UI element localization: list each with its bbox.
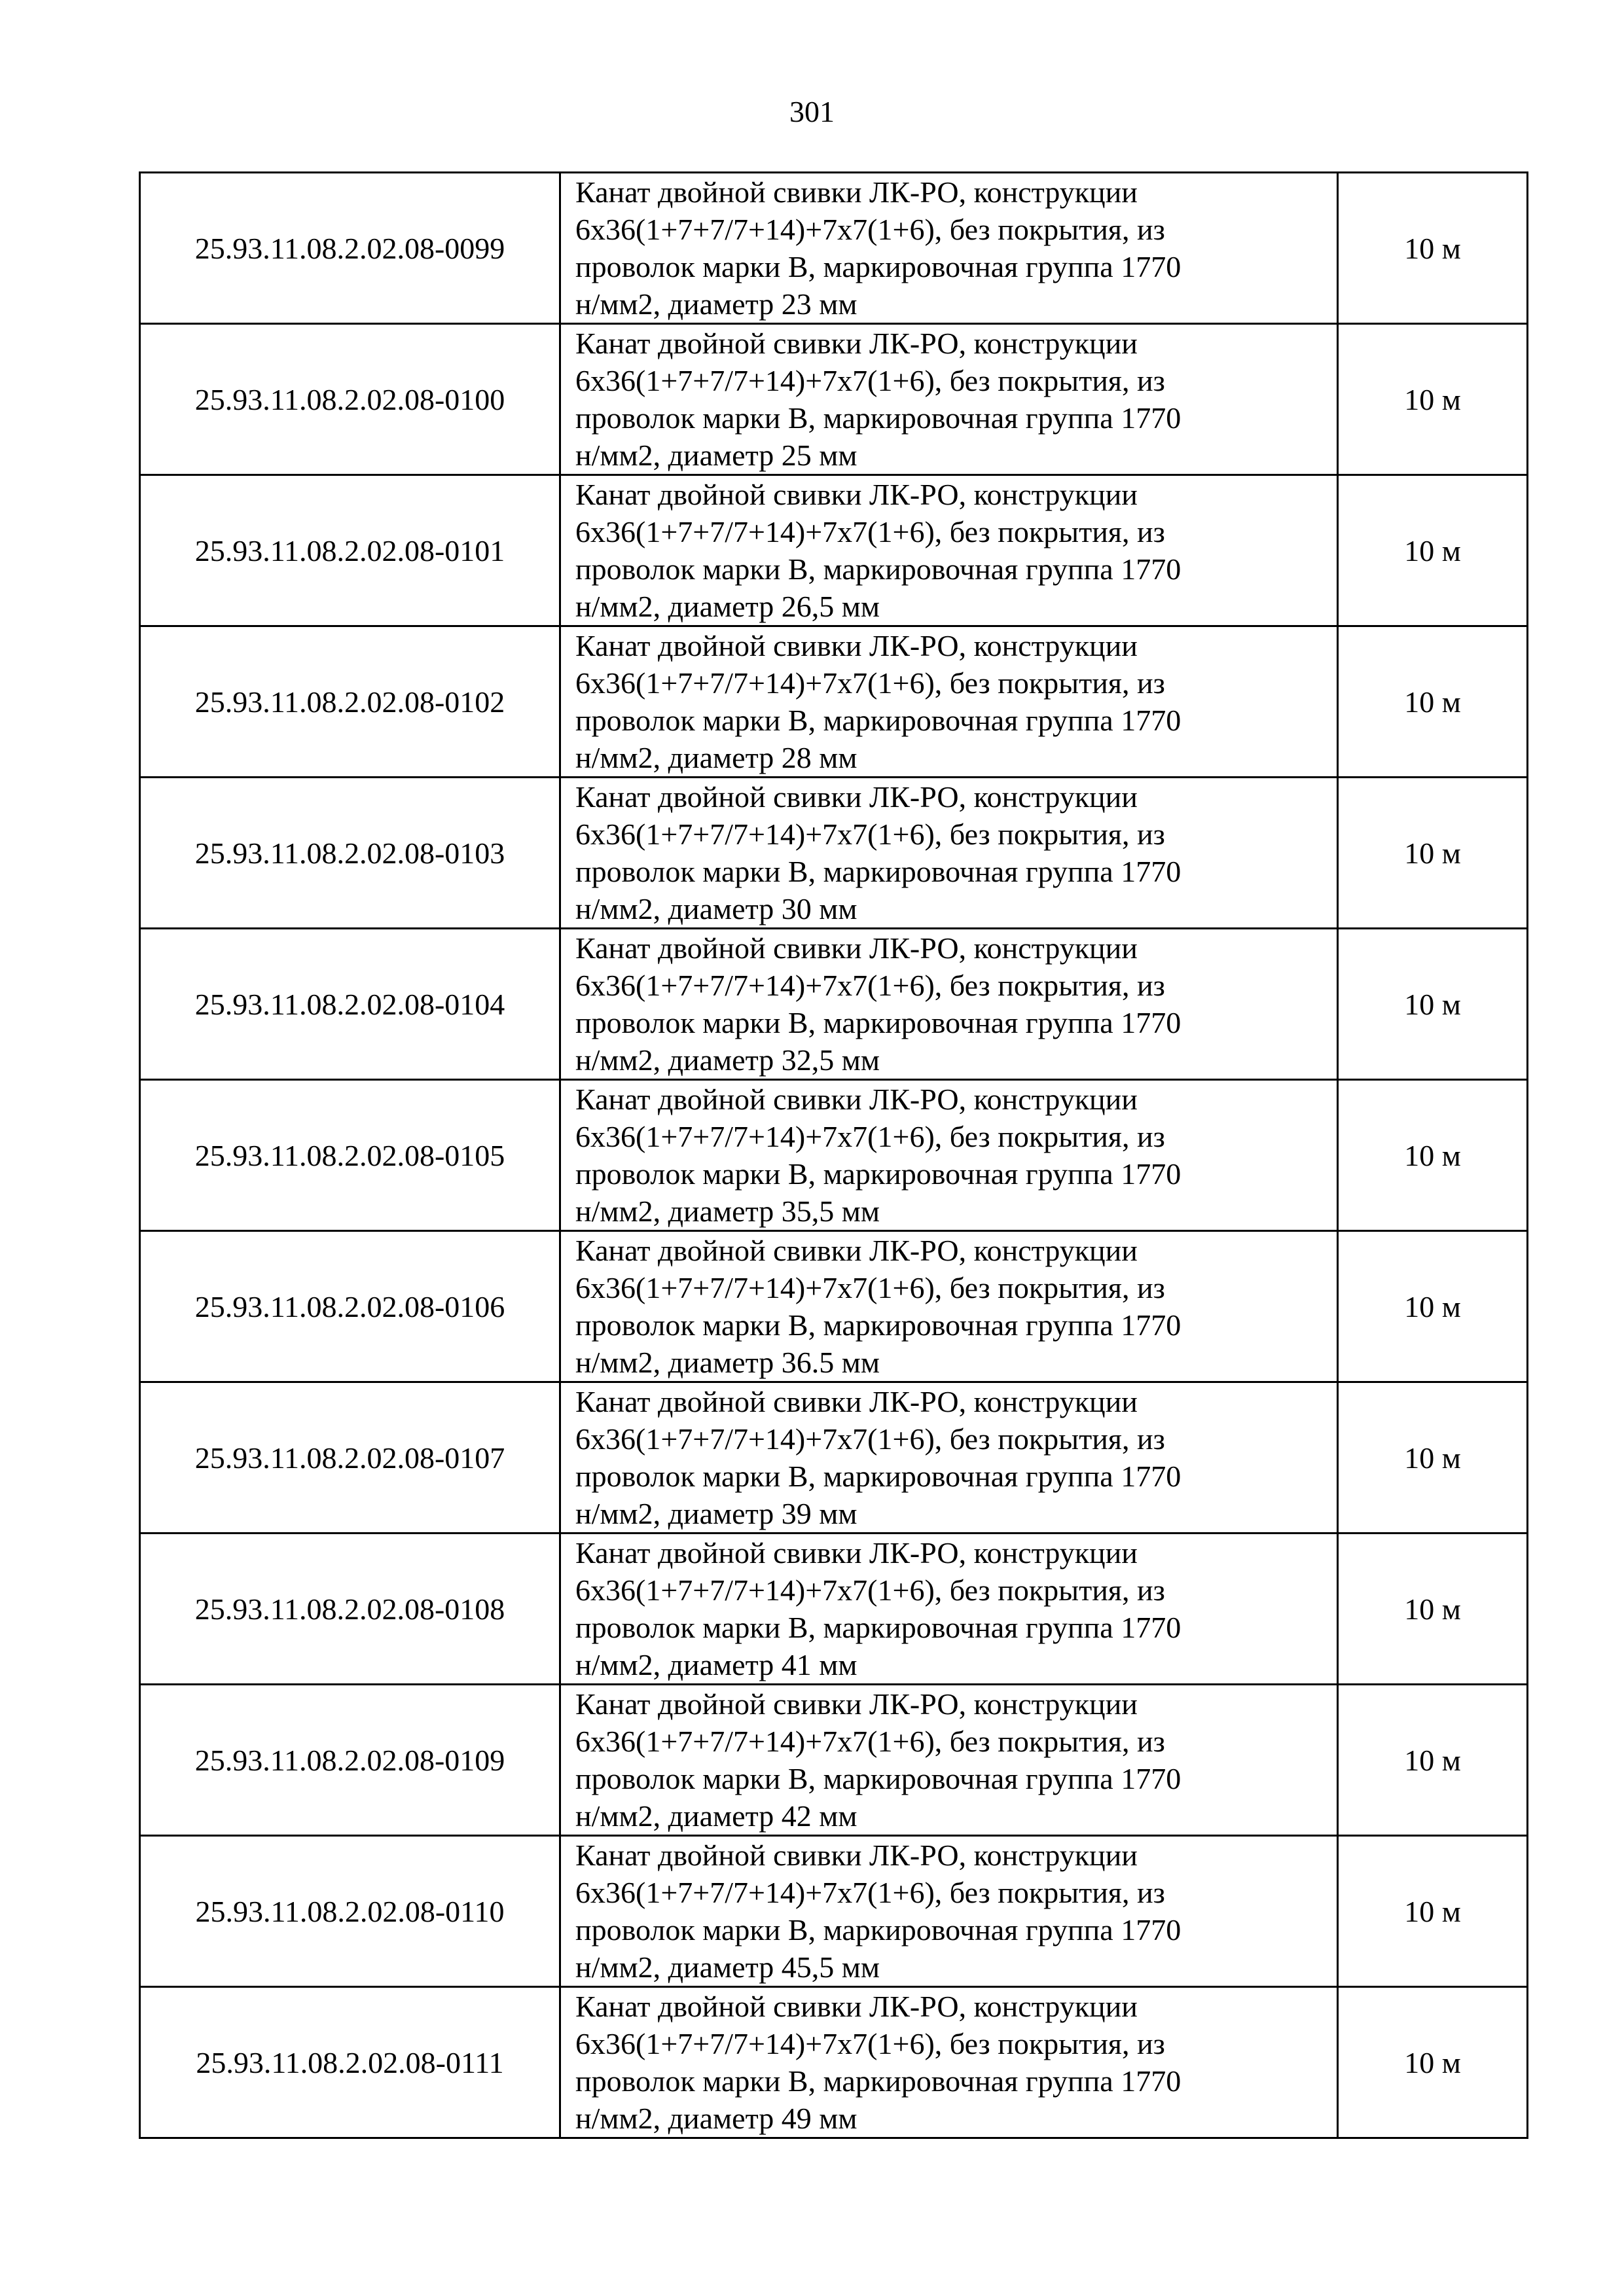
resource-description (560, 778, 1338, 929)
description-line: н/мм2, диаметр 36.5 мм (575, 1346, 880, 1379)
resource-unit: 10 м (1338, 626, 1528, 778)
resource-code: 25.93.11.08.2.02.08-0103 (140, 778, 560, 929)
table-body (140, 173, 1528, 2138)
resource-code: 25.93.11.08.2.02.08-0108 (140, 1534, 560, 1685)
resource-code: 25.93.11.08.2.02.08-0104 (140, 929, 560, 1080)
description-line: н/мм2, диаметр 39 мм (575, 1497, 857, 1530)
resource-unit: 10 м (1338, 778, 1528, 929)
description-line: Канат двойной свивки ЛК-РО, конструкции (575, 478, 1138, 511)
table-row (140, 1080, 1528, 1231)
description-line: н/мм2, диаметр 45,5 мм (575, 1950, 880, 1984)
resource-code: 25.93.11.08.2.02.08-0100 (140, 324, 560, 475)
resource-code: 25.93.11.08.2.02.08-0109 (140, 1685, 560, 1836)
resource-code: 25.93.11.08.2.02.08-0107 (140, 1382, 560, 1534)
resource-description (560, 1231, 1338, 1382)
table-row (140, 1685, 1528, 1836)
description-line: Канат двойной свивки ЛК-РО, конструкции (575, 1536, 1138, 1570)
resource-code: 25.93.11.08.2.02.08-0102 (140, 626, 560, 778)
description-line: проволок марки В, маркировочная группа 1770 (575, 1157, 1182, 1191)
table-row (140, 475, 1528, 626)
description-line: н/мм2, диаметр 49 мм (575, 2102, 857, 2135)
table-row (140, 1382, 1528, 1534)
resource-code: 25.93.11.08.2.02.08-0106 (140, 1231, 560, 1382)
description-line: н/мм2, диаметр 42 мм (575, 1799, 857, 1833)
description-line: н/мм2, диаметр 30 мм (575, 892, 857, 925)
resource-description (560, 1836, 1338, 1987)
table-row (140, 1836, 1528, 1987)
resource-table (139, 171, 1528, 2139)
description-line: 6х36(1+7+7/7+14)+7х7(1+6), без покрытия, из (575, 817, 1165, 851)
description-line: проволок марки В, маркировочная группа 1770 (575, 704, 1182, 737)
description-line: проволок марки В, маркировочная группа 1770 (575, 1913, 1182, 1946)
resource-unit: 10 м (1338, 1382, 1528, 1534)
table-row (140, 778, 1528, 929)
resource-description (560, 324, 1338, 475)
description-line: н/мм2, диаметр 25 мм (575, 439, 857, 472)
page-number: 301 (789, 95, 835, 128)
table-row (140, 324, 1528, 475)
resource-unit: 10 м (1338, 324, 1528, 475)
description-line: н/мм2, диаметр 32,5 мм (575, 1043, 880, 1077)
description-line: 6х36(1+7+7/7+14)+7х7(1+6), без покрытия, из (575, 1876, 1165, 1909)
description-line: 6х36(1+7+7/7+14)+7х7(1+6), без покрытия, из (575, 1573, 1165, 1607)
description-line: Канат двойной свивки ЛК-РО, конструкции (575, 931, 1138, 965)
resource-unit: 10 м (1338, 475, 1528, 626)
resource-description (560, 1382, 1338, 1534)
resource-code: 25.93.11.08.2.02.08-0105 (140, 1080, 560, 1231)
description-line: проволок марки В, маркировочная группа 1770 (575, 1460, 1182, 1493)
resource-code: 25.93.11.08.2.02.08-0111 (140, 1987, 560, 2138)
description-line: Канат двойной свивки ЛК-РО, конструкции (575, 780, 1138, 814)
description-line: Канат двойной свивки ЛК-РО, конструкции (575, 327, 1138, 360)
description-line: проволок марки В, маркировочная группа 1770 (575, 1611, 1182, 1644)
description-line: 6х36(1+7+7/7+14)+7х7(1+6), без покрытия, из (575, 213, 1165, 246)
description-line: Канат двойной свивки ЛК-РО, конструкции (575, 175, 1138, 209)
resource-description (560, 173, 1338, 324)
description-line: проволок марки В, маркировочная группа 1770 (575, 1308, 1182, 1342)
description-line: 6х36(1+7+7/7+14)+7х7(1+6), без покрытия, из (575, 1120, 1165, 1153)
description-line: проволок марки В, маркировочная группа 1770 (575, 552, 1182, 586)
resource-unit: 10 м (1338, 1080, 1528, 1231)
table-row (140, 1534, 1528, 1685)
description-line: н/мм2, диаметр 26,5 мм (575, 590, 880, 623)
description-line: проволок марки В, маркировочная группа 1770 (575, 2064, 1182, 2098)
description-line: 6х36(1+7+7/7+14)+7х7(1+6), без покрытия, из (575, 515, 1165, 548)
description-line: 6х36(1+7+7/7+14)+7х7(1+6), без покрытия, из (575, 2027, 1165, 2060)
description-line: н/мм2, диаметр 28 мм (575, 741, 857, 774)
description-line: Канат двойной свивки ЛК-РО, конструкции (575, 1687, 1138, 1721)
description-line: проволок марки В, маркировочная группа 1770 (575, 250, 1182, 283)
description-line: проволок марки В, маркировочная группа 1770 (575, 401, 1182, 435)
resource-code: 25.93.11.08.2.02.08-0110 (140, 1836, 560, 1987)
resource-description (560, 1534, 1338, 1685)
description-line: проволок марки В, маркировочная группа 1770 (575, 1006, 1182, 1039)
resource-unit: 10 м (1338, 1231, 1528, 1382)
resource-description (560, 1080, 1338, 1231)
table-row (140, 626, 1528, 778)
resource-description (560, 475, 1338, 626)
description-line: Канат двойной свивки ЛК-РО, конструкции (575, 1990, 1138, 2023)
description-line: 6х36(1+7+7/7+14)+7х7(1+6), без покрытия, из (575, 364, 1165, 397)
description-line: 6х36(1+7+7/7+14)+7х7(1+6), без покрытия, из (575, 1271, 1165, 1304)
description-line: н/мм2, диаметр 41 мм (575, 1648, 857, 1681)
resource-unit: 10 м (1338, 173, 1528, 324)
resource-description (560, 626, 1338, 778)
description-line: проволок марки В, маркировочная группа 1770 (575, 1762, 1182, 1795)
resource-code: 25.93.11.08.2.02.08-0101 (140, 475, 560, 626)
table-row (140, 1231, 1528, 1382)
description-line: 6х36(1+7+7/7+14)+7х7(1+6), без покрытия, из (575, 1422, 1165, 1456)
resource-unit: 10 м (1338, 1685, 1528, 1836)
resource-description (560, 1685, 1338, 1836)
description-line: проволок марки В, маркировочная группа 1770 (575, 855, 1182, 888)
resource-description (560, 1987, 1338, 2138)
description-line: Канат двойной свивки ЛК-РО, конструкции (575, 1385, 1138, 1418)
resource-description (560, 929, 1338, 1080)
resource-unit: 10 м (1338, 929, 1528, 1080)
description-line: Канат двойной свивки ЛК-РО, конструкции (575, 1083, 1138, 1116)
resource-unit: 10 м (1338, 1534, 1528, 1685)
resource-unit: 10 м (1338, 1836, 1528, 1987)
description-line: 6х36(1+7+7/7+14)+7х7(1+6), без покрытия, из (575, 969, 1165, 1002)
description-line: Канат двойной свивки ЛК-РО, конструкции (575, 629, 1138, 662)
description-line: 6х36(1+7+7/7+14)+7х7(1+6), без покрытия, из (575, 666, 1165, 700)
description-line: 6х36(1+7+7/7+14)+7х7(1+6), без покрытия, из (575, 1725, 1165, 1758)
resource-code: 25.93.11.08.2.02.08-0099 (140, 173, 560, 324)
table-row (140, 173, 1528, 324)
table-row (140, 929, 1528, 1080)
resource-unit: 10 м (1338, 1987, 1528, 2138)
description-line: Канат двойной свивки ЛК-РО, конструкции (575, 1839, 1138, 1872)
description-line: н/мм2, диаметр 23 мм (575, 287, 857, 321)
description-line: н/мм2, диаметр 35,5 мм (575, 1194, 880, 1228)
table-row (140, 1987, 1528, 2138)
description-line: Канат двойной свивки ЛК-РО, конструкции (575, 1234, 1138, 1267)
